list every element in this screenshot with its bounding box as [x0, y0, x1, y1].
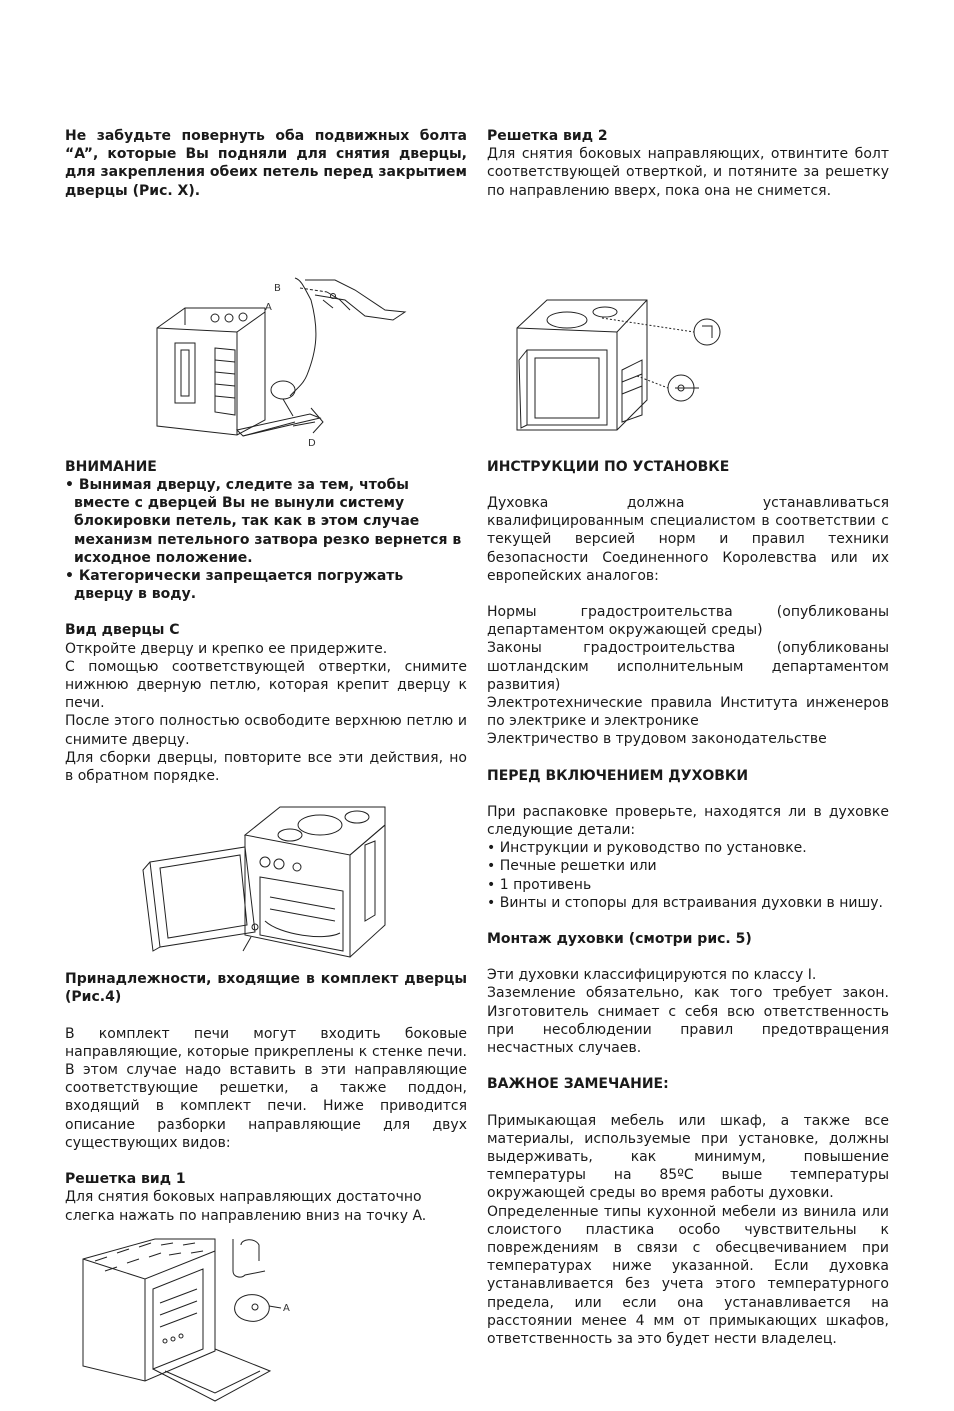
important-heading: ВАЖНОЕ ЗАМЕЧАНИЕ: [487, 1076, 669, 1093]
before-heading: ПЕРЕД ВКЛЮЧЕНИЕМ ДУХОВКИ [487, 767, 749, 784]
oven-screw-illustration [487, 200, 889, 440]
grid1-text: Для снятия боковых направляющих достаточно слегка нажать по направлению вниз на точку A. [65, 1189, 427, 1224]
figure-door-open [65, 785, 467, 970]
left-column [65, 127, 467, 1411]
attention-heading: ВНИМАНИЕ [65, 458, 157, 475]
door-view-text-2: С помощью соответствующей отвертки, снимите нижнюю дверную петлю, которая крепит дверцу к печи. [65, 658, 467, 712]
oven-rack-illustration [65, 1231, 467, 1411]
before-item-1: • Инструкции и руководство по установке. [487, 840, 807, 857]
door-view-heading: Вид дверцы C [65, 622, 180, 639]
mount-text-2: Заземление обязательно, как того требует закон. Изготовитель снимает с себя всю ответственность при несоблюдении правил предотвращения несчастных случаев. [487, 985, 889, 1057]
install-list-1: Нормы градостроительства (опубликованы департаментом окружающей среды) [487, 604, 889, 639]
door-view-text-1: Откройте дверцу и крепко ее придержите. [65, 640, 388, 657]
before-item-4: • Винты и стопоры для встраивания духовки в нишу. [487, 894, 883, 911]
before-item-2: • Печные решетки или [487, 858, 657, 875]
figure-grid1 [65, 1231, 467, 1411]
grid2-text: Для снятия боковых направляющих, отвинтите болт соответствующей отверткой, и потяните за решетку по направлению вверх, пока она не снимется. [487, 146, 889, 199]
figure-door-hinges [65, 200, 467, 458]
oven-open-door-illustration [65, 785, 467, 970]
install-list-3: Электротехнические правила Института инженеров по электрике и электронике [487, 695, 889, 730]
install-list-2: Законы градостроительства (опубликованы шотландским исполнительным департаментом развития) [487, 640, 889, 693]
door-view-text-4: Для сборки дверцы, повторите все эти действия, но в обратном порядке. [65, 749, 467, 785]
grid1-heading: Решетка вид 1 [65, 1171, 186, 1188]
mount-text-1: Эти духовки классифицируются по классу I. [487, 967, 817, 984]
figure-grid2 [487, 200, 889, 440]
label-d: D [308, 437, 316, 449]
accessories-heading: Принадлежности, входящие в комплект дверцы (Рис.4) [65, 971, 467, 1006]
install-heading: ИНСТРУКЦИИ ПО УСТАНОВКЕ [487, 458, 730, 475]
before-item-3: • 1 противень [487, 876, 592, 893]
label-a: A [265, 301, 272, 313]
reattach-note: Не забудьте повернуть оба подвижных болта “A”, которые Вы подняли для снятия дверцы, для закрепления обеих петель перед закрытием дверцы (Рис. X). [65, 128, 467, 199]
oven-hinge-illustration [65, 200, 467, 458]
attention-item-2: • Категорически запрещается погружать дверцу в воду. [65, 568, 404, 603]
install-text: Духовка должна устанавливаться квалифицированным специалистом в соответствии с текущей версией норм и правил техники безопасности Соединенного Королевства или их европейских аналогов: [487, 495, 889, 584]
label-point-a: A [283, 1302, 290, 1314]
install-list-4: Электричество в трудовом законодательстве [487, 731, 827, 748]
important-text-2: Определенные типы кухонной мебели из винила или слоистого пластика особо чувствительны к повреждениям в связи с обесцвечиванием при температурах ниже указанной. Если духовка устанавливается без учета этого температурного предела, или если она устанавливается на расстоянии менее 4 мм от примыкающих шкафов, ответственность за это будет нести владелец. [487, 1203, 889, 1347]
important-text-1: Примыкающая мебель или шкаф, а также все материалы, используемые при установке, должны выдерживать, как минимум, повышение температуры на 85ºC выше температуры окружающей среды во время работы духовки. [487, 1112, 889, 1202]
mount-heading: Монтаж духовки (смотри рис. 5) [487, 931, 752, 948]
door-view-text-3: После этого полностью освободите верхнюю петлю и снимите дверцу. [65, 713, 467, 748]
grid2-heading: Решетка вид 2 [487, 128, 608, 144]
accessories-text: В комплект печи могут входить боковые направляющие, которые прикреплены к стенке печи. В этом случае надо вставить в эти направляющие соответствующие решетки, а также поддон, входящий в комплект печи. Ниже приводится описание разборки направляющие для двух существующих видов: [65, 1025, 467, 1151]
right-column [487, 127, 889, 1348]
before-text: При распаковке проверьте, находятся ли в духовке следующие детали: [487, 803, 889, 839]
label-b: B [274, 282, 281, 294]
attention-item-1: • Вынимая дверцу, следите за тем, чтобы вместе с дверцей Вы не вынули систему блокировки петель, так как в этом случае механизм петельного затвора резко вернется в исходное положение. [65, 477, 462, 566]
